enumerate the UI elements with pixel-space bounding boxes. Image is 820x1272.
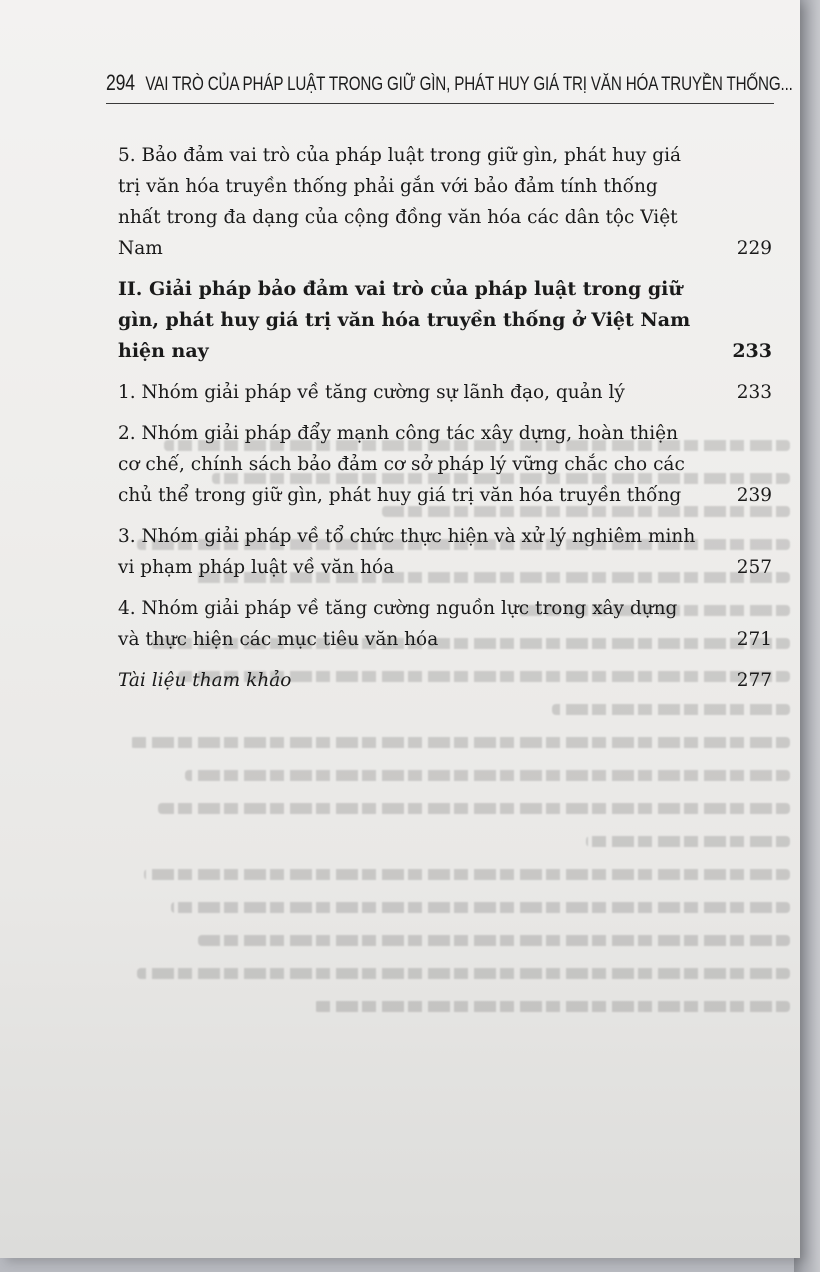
running-header: [106, 70, 793, 96]
toc-entry-title: Tài liệu tham khảo: [118, 670, 292, 691]
toc-entry-title: II. Giải pháp bảo đảm vai trò của pháp luật trong giữ gìn, phát huy giá trị văn hóa truyền thống ở Việt Nam hiện nay: [118, 278, 691, 362]
toc-entry[interactable]: [118, 521, 778, 583]
toc-entry-title: 1. Nhóm giải pháp về tăng cường sự lãnh đạo, quản lý: [118, 382, 625, 403]
toc-entry-page: 257: [736, 557, 772, 578]
header-rule: [106, 103, 774, 104]
toc-entry-title: 5. Bảo đảm vai trò của pháp luật trong giữ gìn, phát huy giá trị văn hóa truyền thống phải gắn với bảo đảm tính thống nhất trong đa dạng của cộng đồng văn hóa các dân tộc Việt Nam: [118, 145, 682, 259]
running-title: VAI TRÒ CỦA PHÁP LUẬT TRONG GIỮ GÌN, PHÁT HUY GIÁ TRỊ VĂN HÓA TRUYỀN THỐNG...: [145, 74, 793, 95]
toc-entry-page: 229: [736, 238, 772, 259]
table-of-contents: [118, 140, 778, 706]
toc-entry[interactable]: [118, 377, 778, 408]
toc-entry-page: 277: [736, 670, 772, 691]
toc-entry-page: 233: [736, 382, 772, 403]
toc-entry-page: 239: [736, 485, 772, 506]
toc-entry[interactable]: [118, 593, 778, 655]
toc-entry-title: 3. Nhóm giải pháp về tổ chức thực hiện và xử lý nghiêm minh vi phạm pháp luật về văn hóa: [118, 526, 696, 578]
toc-entry-references[interactable]: [118, 665, 778, 696]
toc-entry-page: 233: [732, 340, 772, 362]
toc-entry-page: 271: [736, 629, 772, 650]
toc-entry[interactable]: [118, 140, 778, 264]
toc-section-heading[interactable]: [118, 274, 778, 367]
page-number: 294: [106, 70, 135, 95]
toc-entry[interactable]: [118, 418, 778, 511]
toc-entry-title: 2. Nhóm giải pháp đẩy mạnh công tác xây dựng, hoàn thiện cơ chế, chính sách bảo đảm cơ sở pháp lý vững chắc cho các chủ thể trong giữ gìn, phát huy giá trị văn hóa truyền thống: [118, 423, 685, 506]
toc-entry-title: 4. Nhóm giải pháp về tăng cường nguồn lực trong xây dựng và thực hiện các mục tiêu văn hóa: [118, 598, 678, 650]
